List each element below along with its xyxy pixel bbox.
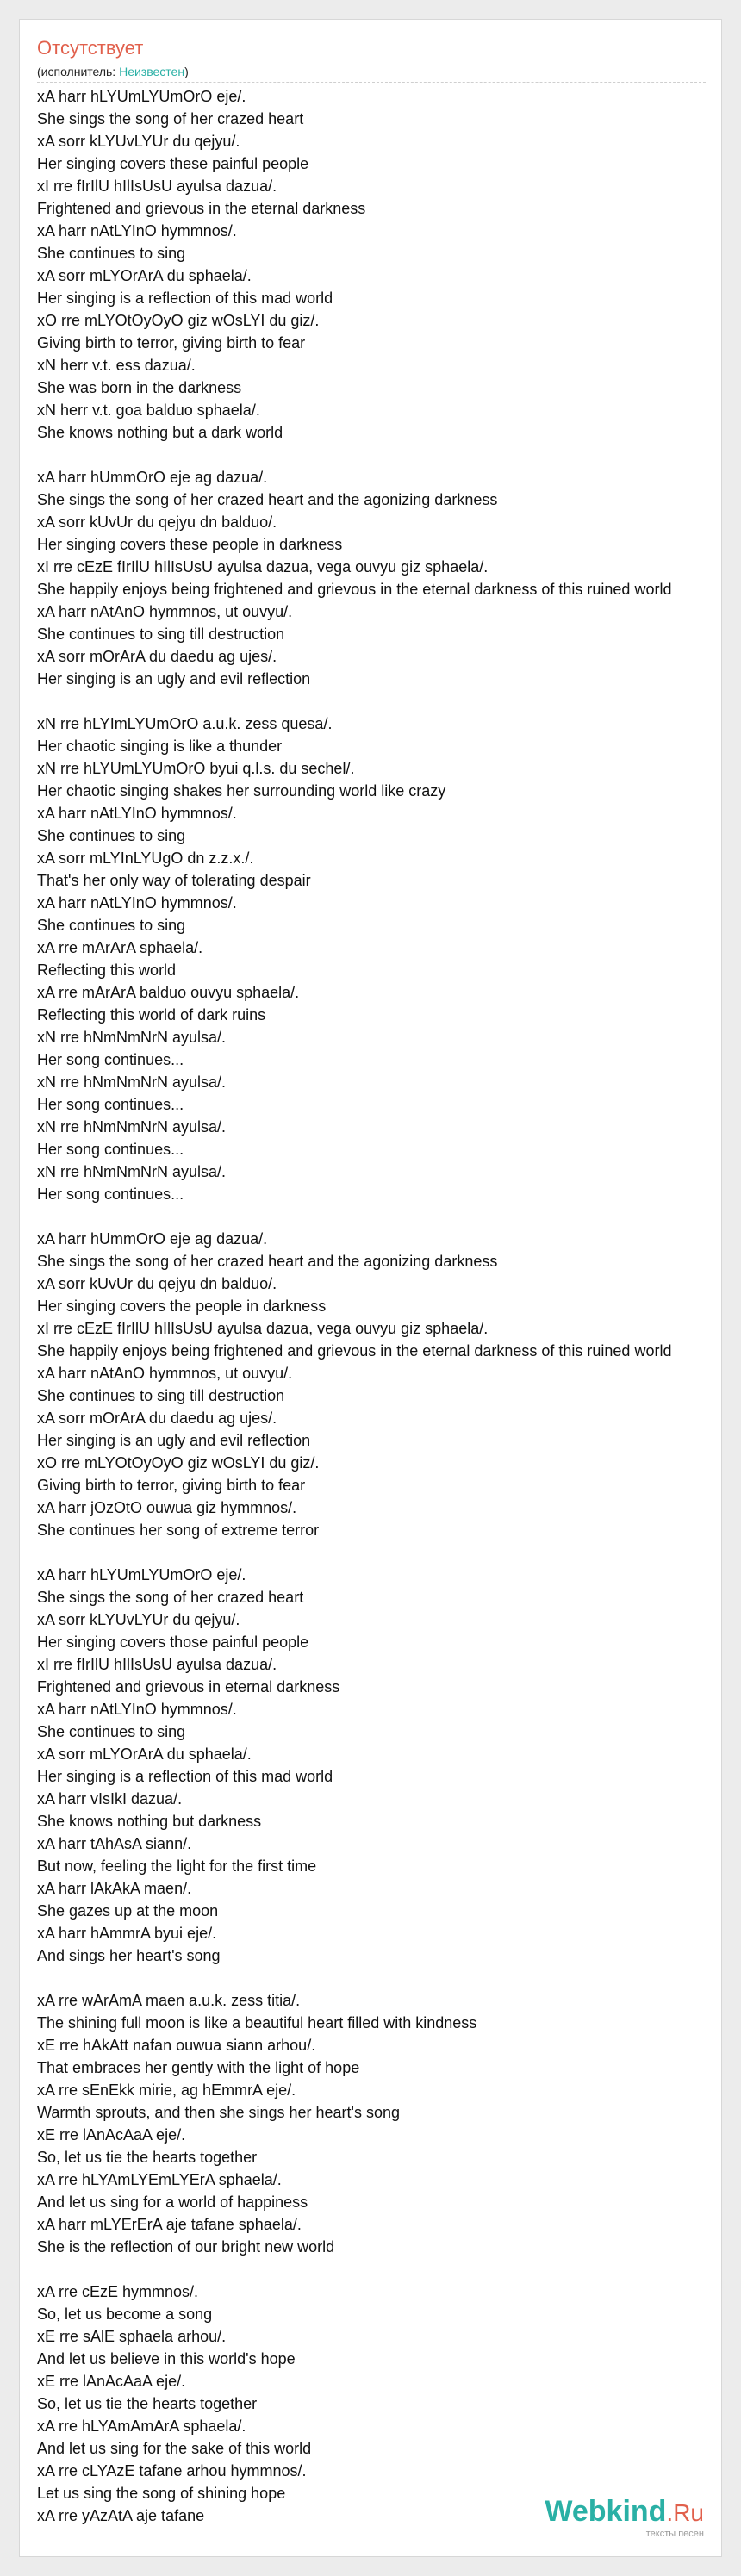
- lyric-line: She happily enjoys being frightened and grievous in the eternal darkness of this ruined world: [37, 581, 672, 598]
- lyric-line: Her chaotic singing is like a thunder: [37, 737, 283, 755]
- lyric-line: xN herr v.t. ess dazua/.: [37, 357, 196, 374]
- lyric-line: Frightened and grievous in eternal darkness: [37, 1678, 340, 1696]
- lyrics-stanza: [37, 1564, 722, 1967]
- lyric-line: She sings the song of her crazed heart and the agonizing darkness: [37, 491, 498, 508]
- lyric-line: Her singing covers these painful people: [37, 155, 309, 172]
- lyric-line: That's her only way of tolerating despair: [37, 872, 311, 889]
- lyric-line: xI rre cEzE fIrIlU hIlIsUsU ayulsa dazua, vega ouvyu giz sphaela/.: [37, 558, 489, 576]
- song-title: Отсутствует: [37, 37, 144, 59]
- lyric-line: xA rre hLYAmLYEmLYErA sphaela/.: [37, 2171, 282, 2188]
- lyric-line: She sings the song of her crazed heart: [37, 110, 304, 128]
- lyric-line: xA harr hUmmOrO eje ag dazua/.: [37, 1230, 268, 1248]
- lyric-line: xA harr nAtLYInO hymmnos/.: [37, 805, 237, 822]
- lyric-line: xI rre fIrIlU hIlIsUsU ayulsa dazua/.: [37, 1656, 277, 1673]
- lyric-line: xA harr hLYUmLYUmOrO eje/.: [37, 88, 246, 105]
- lyric-line: xA rre cLYAzE tafane arhou hymmnos/.: [37, 2462, 307, 2480]
- lyric-line: She continues to sing till destruction: [37, 625, 285, 643]
- lyric-line: xI rre fIrIlU hIlIsUsU ayulsa dazua/.: [37, 177, 277, 195]
- lyric-line: That embraces her gently with the light of hope: [37, 2059, 360, 2076]
- lyric-line: xA harr hAmmrA byui eje/.: [37, 1925, 217, 1942]
- artist-prefix: (исполнитель:: [37, 65, 120, 78]
- lyric-line: xN rre hNmNmNrN ayulsa/.: [37, 1163, 227, 1180]
- lyric-line: Her singing covers those painful people: [37, 1633, 309, 1651]
- lyric-line: And let us believe in this world's hope: [37, 2350, 296, 2368]
- lyric-line: xN herr v.t. goa balduo sphaela/.: [37, 401, 260, 419]
- lyric-line: xN rre hNmNmNrN ayulsa/.: [37, 1118, 227, 1136]
- lyric-line: She knows nothing but darkness: [37, 1813, 262, 1830]
- lyric-line: Reflecting this world: [37, 961, 177, 979]
- lyric-line: Warmth sprouts, and then she sings her heart's song: [37, 2104, 400, 2121]
- lyric-line: Her song continues...: [37, 1185, 184, 1203]
- lyric-line: xA sorr mLYOrArA du sphaela/.: [37, 1745, 252, 1763]
- lyric-line: xE rre sAlE sphaela arhou/.: [37, 2328, 227, 2345]
- lyric-line: And let us sing for a world of happiness: [37, 2193, 308, 2211]
- lyric-line: xA harr vIsIkI dazua/.: [37, 1790, 183, 1808]
- lyric-line: She continues to sing: [37, 917, 186, 934]
- lyric-line: But now, feeling the light for the first time: [37, 1857, 317, 1875]
- lyric-line: xA harr jOzOtO ouwua giz hymmnos/.: [37, 1499, 297, 1516]
- lyric-line: Her singing covers these people in darkness: [37, 536, 343, 553]
- logo-tagline: тексты песен: [645, 2529, 704, 2539]
- lyric-line: Her singing is an ugly and evil reflection: [37, 1432, 311, 1449]
- lyric-line: xA rre mArArA sphaela/.: [37, 939, 203, 956]
- lyric-line: So, let us become a song: [37, 2305, 213, 2323]
- lyrics-stanza: [37, 2280, 722, 2527]
- lyric-line: xN rre hLYImLYUmOrO a.u.k. zess quesa/.: [37, 715, 333, 732]
- lyric-line: And let us sing for the sake of this world: [37, 2440, 312, 2457]
- lyric-line: So, let us tie the hearts together: [37, 2395, 258, 2412]
- site-logo[interactable]: [545, 2497, 704, 2539]
- lyric-line: xA harr nAtLYInO hymmnos/.: [37, 222, 237, 240]
- lyrics-stanza: [37, 1989, 722, 2258]
- lyric-line: xA harr tAhAsA siann/.: [37, 1835, 192, 1852]
- lyrics-stanza: [37, 466, 722, 690]
- lyric-line: Reflecting this world of dark ruins: [37, 1006, 266, 1024]
- lyric-line: xA sorr kUvUr du qejyu dn balduo/.: [37, 1275, 277, 1292]
- lyric-line: xA sorr kLYUvLYUr du qejyu/.: [37, 1611, 240, 1628]
- lyrics-card: [19, 19, 722, 2557]
- lyric-line: xN rre hLYUmLYUmOrO byui q.l.s. du sechel/.: [37, 760, 355, 777]
- lyric-line: xA harr mLYErErA aje tafane sphaela/.: [37, 2216, 302, 2233]
- lyric-line: She continues her song of extreme terror: [37, 1521, 320, 1539]
- lyric-line: xA rre hLYAmAmArA sphaela/.: [37, 2417, 246, 2435]
- lyric-line: Her singing is a reflection of this mad world: [37, 289, 333, 307]
- lyric-line: She continues to sing: [37, 1723, 186, 1740]
- lyric-line: xA sorr mOrArA du daedu ag ujes/.: [37, 1409, 277, 1427]
- lyric-line: So, let us tie the hearts together: [37, 2149, 258, 2166]
- lyric-line: Her singing covers the people in darkness: [37, 1297, 327, 1315]
- lyric-line: Her singing is an ugly and evil reflection: [37, 670, 311, 688]
- logo-tld: .Ru: [666, 2499, 704, 2526]
- lyric-line: xA sorr mLYOrArA du sphaela/.: [37, 267, 252, 284]
- logo-brand: Webkind: [545, 2495, 667, 2528]
- lyric-line: xI rre cEzE fIrIlU hIlIsUsU ayulsa dazua, vega ouvyu giz sphaela/.: [37, 1320, 489, 1337]
- lyric-line: xN rre hNmNmNrN ayulsa/.: [37, 1029, 227, 1046]
- artist-link[interactable]: Неизвестен: [119, 65, 185, 78]
- lyric-line: xA harr hLYUmLYUmOrO eje/.: [37, 1566, 246, 1584]
- lyric-line: Her song continues...: [37, 1141, 184, 1158]
- lyric-line: Frightened and grievous in the eternal darkness: [37, 200, 366, 217]
- lyric-line: xA rre yAzAtA aje tafane: [37, 2507, 205, 2524]
- lyric-line: She continues to sing: [37, 245, 186, 262]
- lyric-line: She gazes up at the moon: [37, 1902, 219, 1920]
- lyric-line: xN rre hNmNmNrN ayulsa/.: [37, 1073, 227, 1091]
- lyric-line: Giving birth to terror, giving birth to fear: [37, 1477, 306, 1494]
- lyric-line: The shining full moon is like a beautiful heart filled with kindness: [37, 2014, 477, 2032]
- logo-wordmark: [545, 2497, 704, 2528]
- lyric-line: xA rre wArAmA maen a.u.k. zess titia/.: [37, 1992, 301, 2009]
- lyric-line: Her song continues...: [37, 1051, 184, 1068]
- lyrics-stanza: [37, 1228, 722, 1541]
- lyric-line: xA harr nAtLYInO hymmnos/.: [37, 1701, 237, 1718]
- lyrics-stanza: [37, 85, 722, 444]
- lyric-line: Her song continues...: [37, 1096, 184, 1113]
- artist-line: [37, 64, 189, 79]
- lyrics-body: [37, 85, 722, 2549]
- lyric-line: And sings her heart's song: [37, 1947, 221, 1964]
- lyric-line: xA sorr kUvUr du qejyu dn balduo/.: [37, 513, 277, 531]
- lyric-line: xA sorr mLYInLYUgO dn z.z.x./.: [37, 849, 254, 867]
- lyric-line: xA rre mArArA balduo ouvyu sphaela/.: [37, 984, 300, 1001]
- lyric-line: xA harr hUmmOrO eje ag dazua/.: [37, 469, 268, 486]
- lyric-line: xO rre mLYOtOyOyO giz wOsLYI du giz/.: [37, 312, 320, 329]
- lyric-line: xA harr nAtLYInO hymmnos/.: [37, 894, 237, 912]
- lyric-line: xA harr lAkAkA maen/.: [37, 1880, 192, 1897]
- lyric-line: Her singing is a reflection of this mad world: [37, 1768, 333, 1785]
- lyric-line: xO rre mLYOtOyOyO giz wOsLYI du giz/.: [37, 1454, 320, 1472]
- lyrics-stanza: [37, 712, 722, 1205]
- lyric-line: She knows nothing but a dark world: [37, 424, 283, 441]
- lyric-line: xE rre hAkAtt nafan ouwua siann arhou/.: [37, 2037, 316, 2054]
- lyric-line: xA harr nAtAnO hymmnos, ut ouvyu/.: [37, 603, 293, 620]
- lyric-line: She was born in the darkness: [37, 379, 242, 396]
- lyric-line: Giving birth to terror, giving birth to fear: [37, 334, 306, 352]
- lyric-line: Let us sing the song of shining hope: [37, 2485, 286, 2502]
- lyric-line: Her chaotic singing shakes her surrounding world like crazy: [37, 782, 446, 800]
- lyric-line: xA harr nAtAnO hymmnos, ut ouvyu/.: [37, 1365, 293, 1382]
- lyric-line: She continues to sing till destruction: [37, 1387, 285, 1404]
- artist-suffix: ): [184, 65, 189, 78]
- lyric-line: She happily enjoys being frightened and grievous in the eternal darkness of this ruined world: [37, 1342, 672, 1360]
- lyric-line: xE rre lAnAcAaA eje/.: [37, 2373, 186, 2390]
- lyric-line: xA sorr mOrArA du daedu ag ujes/.: [37, 648, 277, 665]
- lyric-line: xE rre lAnAcAaA eje/.: [37, 2126, 186, 2144]
- lyric-line: She sings the song of her crazed heart: [37, 1589, 304, 1606]
- lyric-line: xA rre cEzE hymmnos/.: [37, 2283, 199, 2300]
- lyric-line: She is the reflection of our bright new world: [37, 2238, 335, 2256]
- lyric-line: xA rre sEnEkk mirie, ag hEmmrA eje/.: [37, 2081, 296, 2099]
- lyric-line: She continues to sing: [37, 827, 186, 844]
- title-divider: [37, 82, 706, 83]
- lyric-line: She sings the song of her crazed heart and the agonizing darkness: [37, 1253, 498, 1270]
- lyric-line: xA sorr kLYUvLYUr du qejyu/.: [37, 133, 240, 150]
